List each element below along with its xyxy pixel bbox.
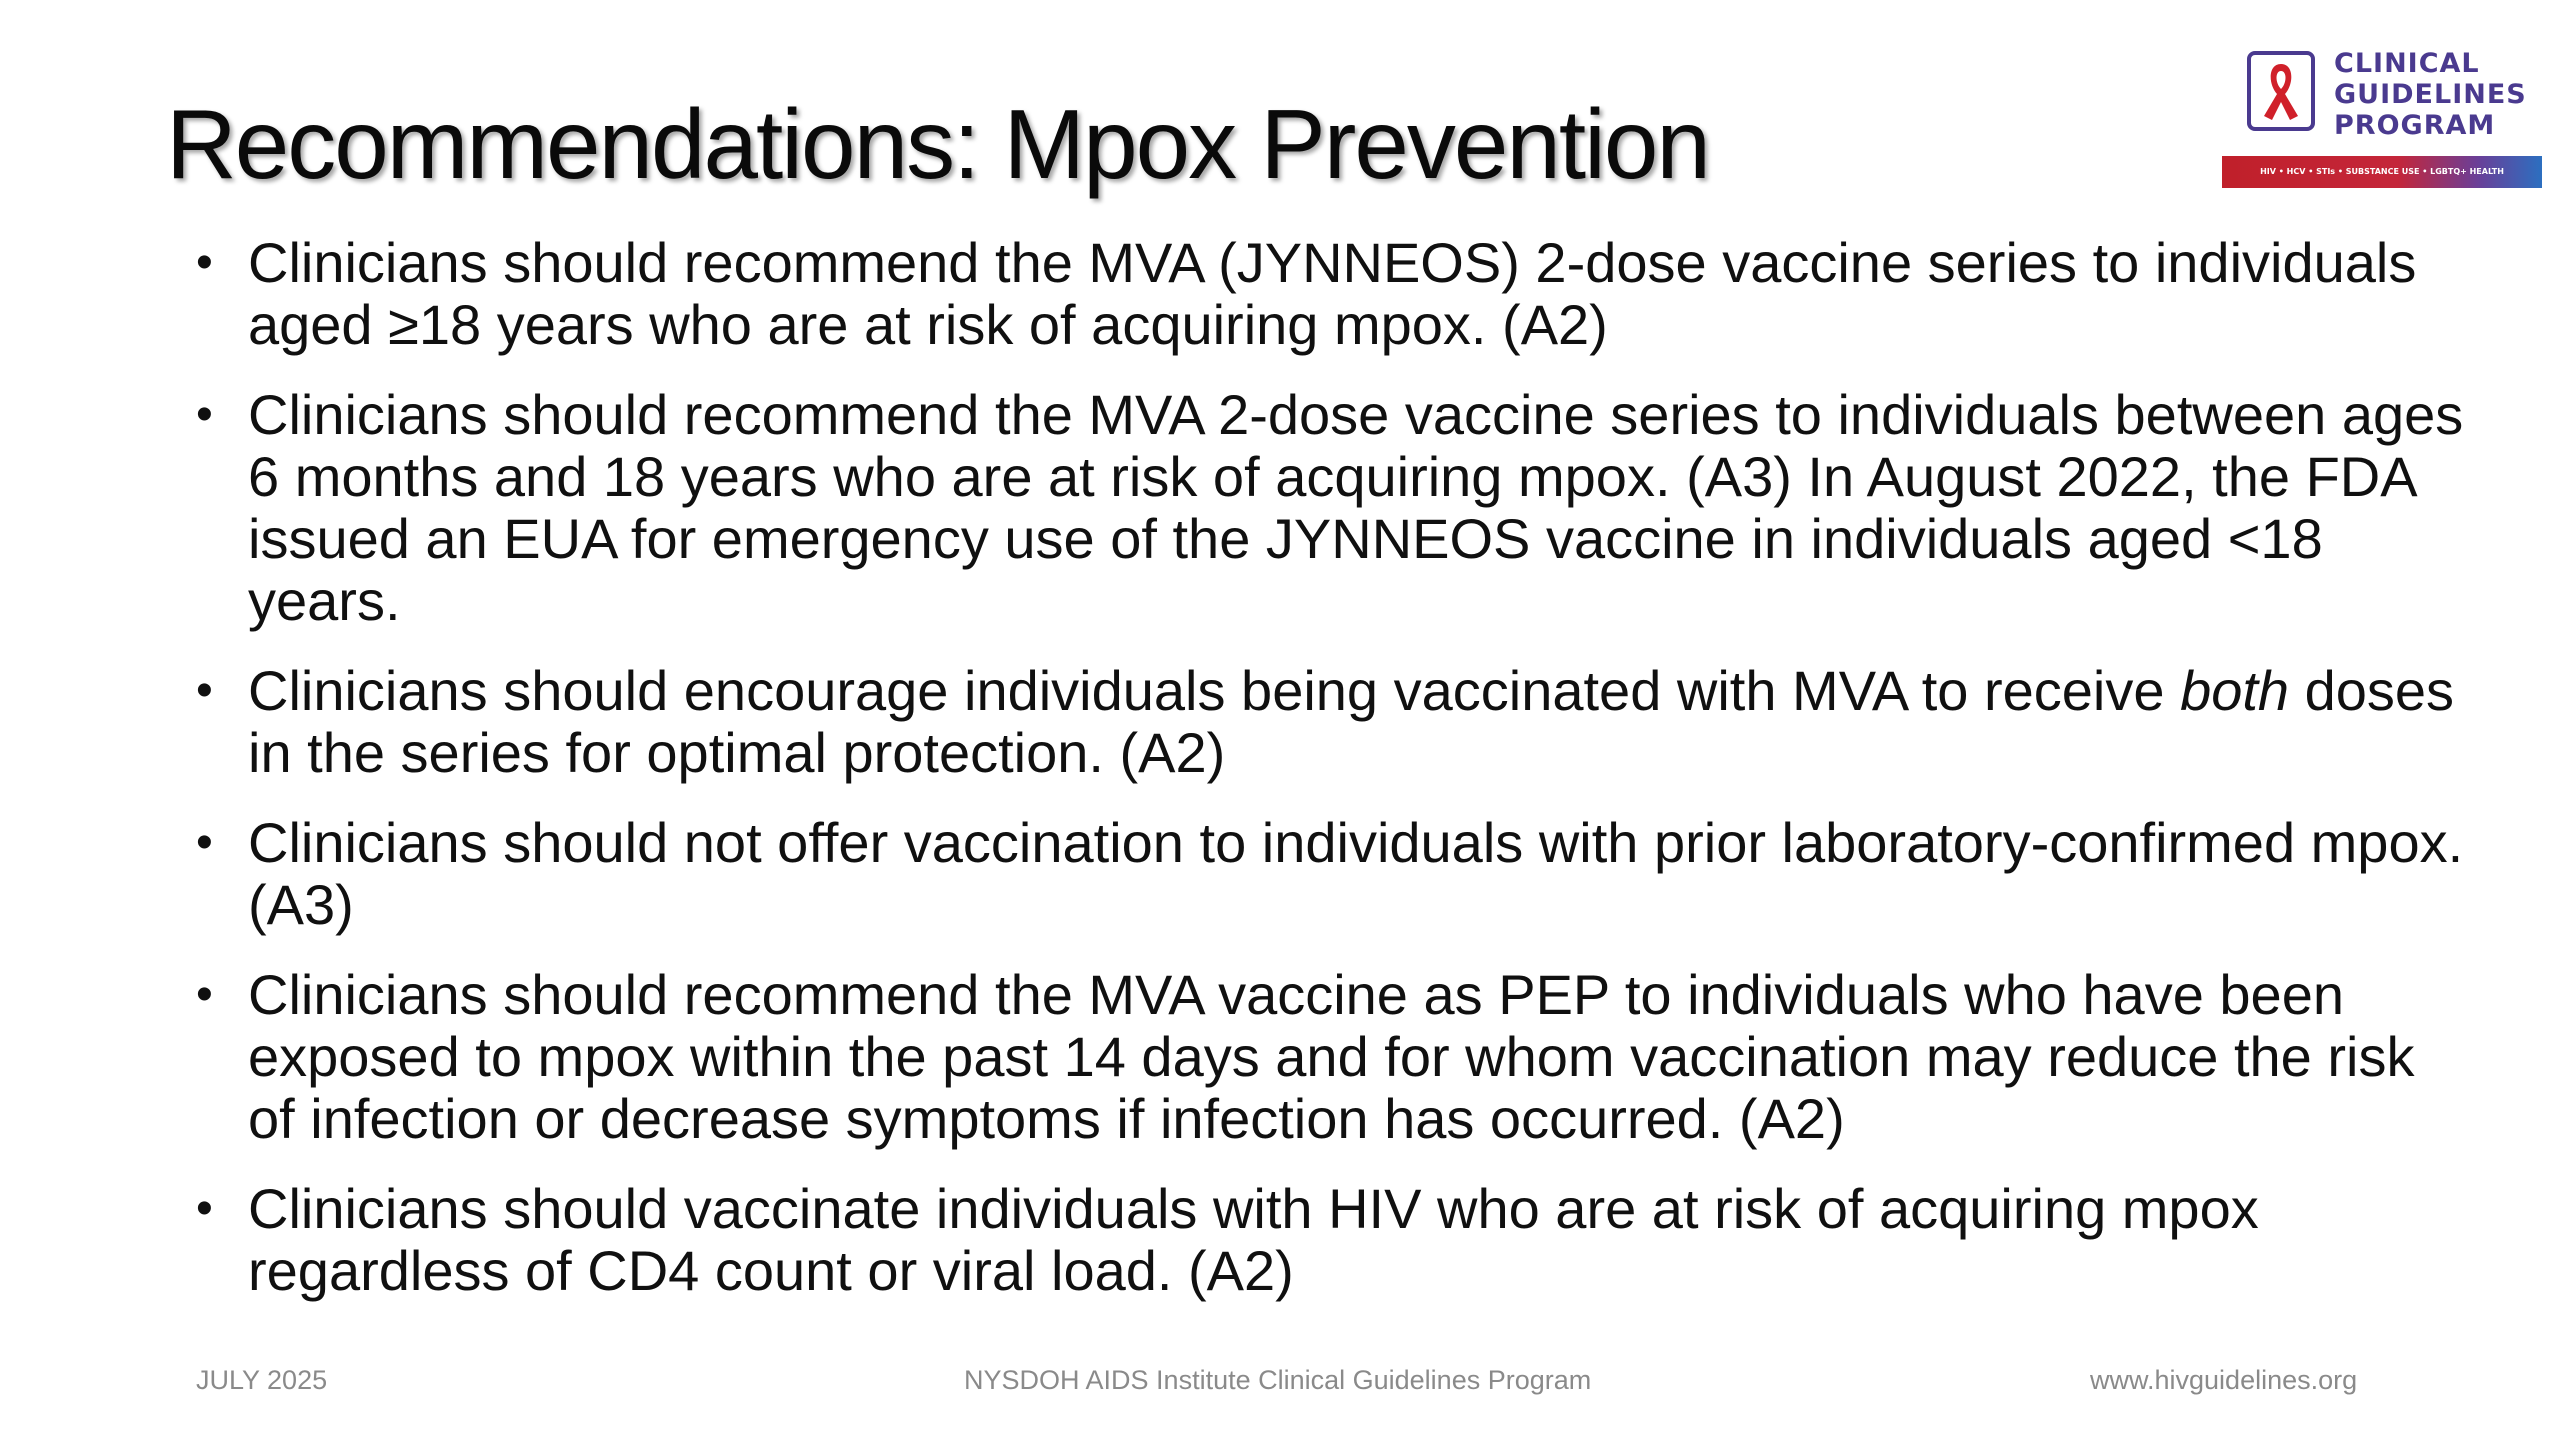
recommendation-text: Clinicians should recommend the MVA vaccine as PEP to individuals who have been exposed to mpox within the past 14 days and for whom vaccination may reduce the risk of infection or decrease symptoms if infection has occurred. (A2) [248, 963, 2415, 1150]
logo-line-1: CLINICAL [2334, 48, 2480, 79]
recommendation-text-start: Clinicians should encourage individuals being vaccinated with MVA to receive [248, 659, 2181, 722]
bullet-icon: • [196, 236, 213, 289]
footer-website: www.hivguidelines.org [2090, 1365, 2358, 1395]
list-item [186, 964, 2476, 1150]
footer-date: JULY 2025 [196, 1365, 328, 1395]
recommendation-text: Clinicians should not offer vaccination to individuals with prior laboratory-confirmed mpox. (A3) [248, 811, 2464, 936]
bullet-icon: • [196, 664, 213, 717]
footer-program: NYSDOH AIDS Institute Clinical Guidelines Program [964, 1365, 1592, 1395]
recommendations-list [186, 232, 2476, 1330]
recommendation-emphasis: both [2180, 659, 2290, 722]
recommendation-text: Clinicians should recommend the MVA (JYNNEOS) 2-dose vaccine series to individuals aged ≥18 years who are at risk of acquiring mpox. (A2) [248, 231, 2417, 356]
list-item [186, 812, 2476, 936]
list-item [186, 660, 2476, 784]
list-item [186, 1178, 2476, 1302]
recommendation-text: Clinicians should recommend the MVA 2-dose vaccine series to individuals between ages 6 months and 18 years who are at risk of acquiring mpox. (A3) In August 2022, the FDA issued an EUA for emergency use of the JYNNEOS vaccine in individuals aged <18 years. [248, 383, 2464, 632]
bullet-icon: • [196, 388, 213, 441]
bullet-icon: • [196, 1182, 213, 1235]
slide-title: Recommendations: Mpox Prevention [166, 89, 1709, 199]
list-item [186, 384, 2476, 632]
recommendation-text-end: doses in the series for optimal protection. (A2) [248, 659, 2455, 784]
bullet-icon: • [196, 816, 213, 869]
list-item [186, 232, 2476, 356]
logo-topics-band: HIV • HCV • STIs • SUBSTANCE USE • LGBTQ+ HEALTH [2222, 156, 2542, 188]
red-ribbon-icon [2246, 50, 2316, 132]
logo-wordmark [2334, 48, 2527, 141]
bullet-icon: • [196, 968, 213, 1021]
clinical-guidelines-program-logo [2222, 44, 2554, 192]
logo-line-3: PROGRAM [2334, 110, 2496, 141]
recommendation-text: Clinicians should vaccinate individuals with HIV who are at risk of acquiring mpox regardless of CD4 count or viral load. (A2) [248, 1177, 2259, 1302]
logo-line-2: GUIDELINES [2334, 79, 2527, 110]
